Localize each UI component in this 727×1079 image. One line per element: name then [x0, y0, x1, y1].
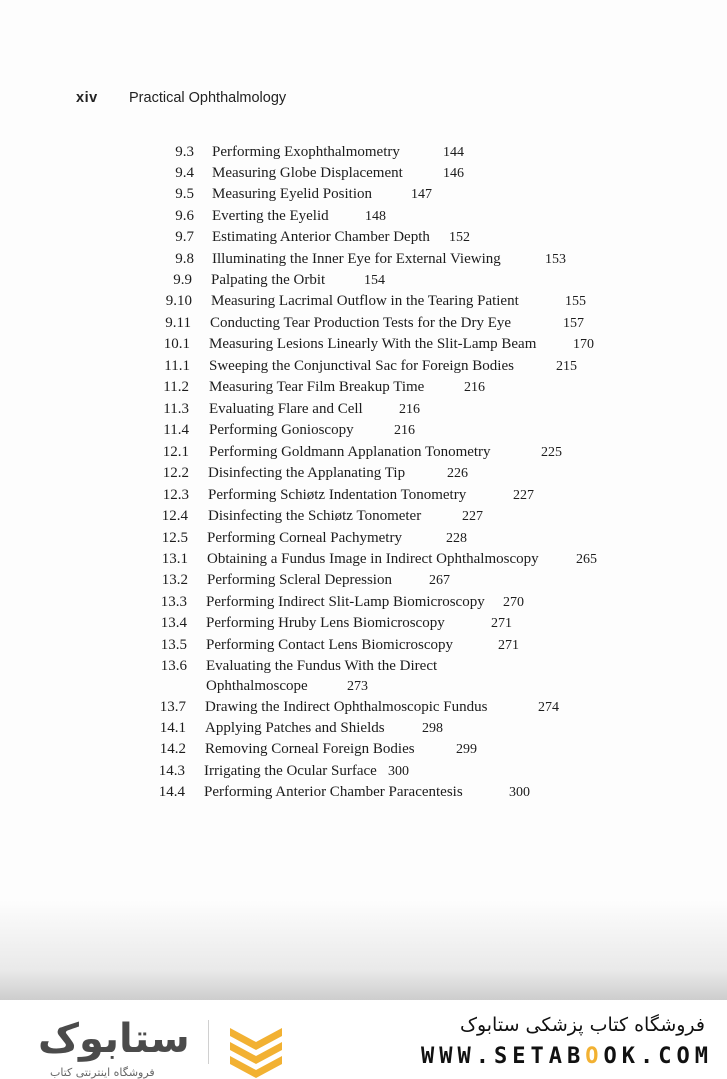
- toc-entry-number: 13.5: [160, 637, 187, 653]
- toc-entry-number: 11.2: [163, 379, 189, 395]
- book-title: Practical Ophthalmology: [129, 90, 287, 106]
- toc-entry-title: Evaluating Flare and Cell: [209, 401, 363, 417]
- toc-entry-title: Performing Hruby Lens Biomicroscopy: [206, 615, 445, 631]
- toc-entry-number: 12.4: [161, 508, 188, 524]
- toc-entry-title: Everting the Eyelid: [212, 208, 329, 224]
- toc-entry-page: 153: [545, 252, 566, 267]
- store-name: فروشگاه کتاب پزشکی ستابوک: [459, 1014, 705, 1036]
- toc-entry: [0, 593, 727, 612]
- toc-entry: [0, 378, 727, 397]
- toc-entry-number: 14.1: [159, 720, 186, 736]
- toc-entry-number: 13.4: [160, 615, 187, 631]
- toc-entry-number: 9.11: [165, 315, 191, 331]
- toc-entry-page: 298: [422, 721, 443, 736]
- toc-entry-title: Performing Scleral Depression: [207, 572, 392, 588]
- toc-entry: [0, 207, 727, 226]
- toc-entry-number: 13.7: [159, 699, 186, 715]
- toc-entry-page: 225: [541, 445, 562, 460]
- toc-entry-page: 152: [449, 230, 470, 245]
- toc-entry-page: 274: [538, 700, 559, 715]
- toc-entry-number: 11.3: [163, 401, 189, 417]
- toc-entry-number: 9.6: [175, 208, 194, 224]
- toc-entry-title: Removing Corneal Foreign Bodies: [205, 741, 415, 757]
- toc-entry-page: 170: [573, 337, 594, 352]
- toc-entry-title: Performing Goldmann Applanation Tonometry: [209, 444, 491, 460]
- toc-entry-title: Illuminating the Inner Eye for External Viewing: [212, 251, 501, 267]
- toc-entry-number: 9.7: [175, 229, 194, 245]
- toc-entry-page: 215: [556, 359, 577, 374]
- toc-entry-page: 146: [443, 166, 464, 181]
- toc-entry-page: 228: [446, 531, 467, 546]
- toc-entry-page: 271: [491, 616, 512, 631]
- toc-entry-page: 216: [394, 423, 415, 438]
- store-banner: [0, 1000, 727, 1079]
- toc-entry-number: 11.4: [163, 422, 189, 438]
- toc-entry-title: Obtaining a Fundus Image in Indirect Ophthalmoscopy: [207, 551, 539, 567]
- toc-entry-title: Measuring Globe Displacement: [212, 165, 403, 181]
- toc-entry-title-line2: Ophthalmoscope: [206, 678, 308, 694]
- toc-entry-page: 155: [565, 294, 586, 309]
- toc-entry-page: 226: [447, 466, 468, 481]
- toc-entry-page: 227: [513, 488, 534, 503]
- toc-entry: [0, 400, 727, 419]
- toc-entry-number: 9.9: [173, 272, 192, 288]
- page-edge-shadow: [0, 900, 727, 1000]
- toc-entry-number: 9.8: [175, 251, 194, 267]
- toc-entry: [0, 250, 727, 269]
- toc-entry-page: 267: [429, 573, 450, 588]
- toc-entry: [0, 271, 727, 290]
- toc-entry-title: Irrigating the Ocular Surface: [204, 763, 377, 779]
- toc-entry: [0, 529, 727, 548]
- toc-entry-title: Performing Indirect Slit-Lamp Biomicroscopy: [206, 594, 485, 610]
- toc-entry-number: 13.2: [161, 572, 188, 588]
- toc-entry-number: 9.4: [175, 165, 194, 181]
- toc-entry: [0, 571, 727, 590]
- toc-entry: [0, 783, 727, 802]
- toc-entry-title: Performing Corneal Pachymetry: [207, 530, 402, 546]
- toc-entry-page: 148: [365, 209, 386, 224]
- url-part-2: OK.COM: [603, 1044, 713, 1069]
- toc-entry-title: Measuring Eyelid Position: [212, 186, 372, 202]
- toc-entry-page: 265: [576, 552, 597, 567]
- toc-entry: [0, 314, 727, 333]
- toc-entry: [0, 228, 727, 247]
- toc-entry: [0, 740, 727, 759]
- logo-wordmark: ستابوک: [38, 1016, 190, 1062]
- toc-entry: [0, 421, 727, 440]
- toc-entry-title: Palpating the Orbit: [211, 272, 326, 288]
- toc-entry-page: 300: [509, 785, 530, 800]
- toc-entry-number: 13.6: [160, 658, 187, 674]
- toc-entry-number: 14.2: [159, 741, 186, 757]
- toc-entry-page: 227: [462, 509, 483, 524]
- toc-entry: [0, 185, 727, 204]
- toc-entry: [0, 614, 727, 633]
- toc-entry: [0, 507, 727, 526]
- toc-entry: [0, 143, 727, 162]
- url-part-1: WWW.SETAB: [421, 1044, 586, 1069]
- toc-entry-title: Applying Patches and Shields: [205, 720, 385, 736]
- toc-entry-page: 154: [364, 273, 385, 288]
- toc-entry-page: 300: [388, 764, 409, 779]
- toc-entry: [0, 486, 727, 505]
- toc-entry-title: Performing Gonioscopy: [209, 422, 354, 438]
- toc-entry-title: Disinfecting the Applanating Tip: [208, 465, 406, 481]
- logo-subtitle: فروشگاه اینترنتی کتاب: [50, 1066, 155, 1079]
- toc-entry-title: Disinfecting the Schiøtz Tonometer: [208, 508, 422, 524]
- toc-entry: [0, 636, 727, 655]
- toc-entry-number: 9.3: [175, 144, 194, 160]
- toc-entry: [0, 292, 727, 311]
- toc-entry-page: 216: [399, 402, 420, 417]
- toc-entry-number: 14.4: [158, 784, 185, 800]
- toc-entry: [0, 550, 727, 569]
- toc-entry-title: Estimating Anterior Chamber Depth: [212, 229, 430, 245]
- toc-entry-number: 12.5: [161, 530, 188, 546]
- toc-entry-title: Performing Anterior Chamber Paracentesis: [204, 784, 463, 800]
- toc-entry-page: 271: [498, 638, 519, 653]
- toc-entry-number: 12.2: [162, 465, 189, 481]
- chevron-logo-icon: [226, 1022, 286, 1078]
- toc-entry-number: 12.3: [162, 487, 189, 503]
- setabook-logo[interactable]: [30, 1012, 280, 1079]
- toc-entry: [0, 335, 727, 354]
- toc-entry-title: Evaluating the Fundus With the Direct: [206, 658, 438, 674]
- toc-entry-page: 270: [503, 595, 524, 610]
- toc-entry: [0, 762, 727, 781]
- toc-entry-number: 13.3: [160, 594, 187, 610]
- toc-entry: [0, 698, 727, 717]
- store-url-link[interactable]: [421, 1044, 713, 1069]
- toc-entry-page: 147: [411, 187, 432, 202]
- page-number: xiv: [76, 90, 98, 106]
- toc-entry: [0, 164, 727, 183]
- toc-entry-number: 14.3: [158, 763, 185, 779]
- toc-entry-title: Drawing the Indirect Ophthalmoscopic Fundus: [205, 699, 488, 715]
- toc-entry-title: Conducting Tear Production Tests for the Dry Eye: [210, 315, 512, 331]
- toc-entry-number: 12.1: [162, 444, 189, 460]
- toc-entry-number: 9.5: [175, 186, 194, 202]
- toc-entry: [0, 357, 727, 376]
- toc-entry-number: 11.1: [164, 358, 190, 374]
- toc-entry-page: 216: [464, 380, 485, 395]
- toc-entry: [0, 464, 727, 483]
- toc-entry-title: Measuring Lesions Linearly With the Slit-Lamp Beam: [209, 336, 537, 352]
- toc-entry-number: 10.1: [163, 336, 190, 352]
- banner-divider: [208, 1020, 209, 1064]
- toc-entry-title: Performing Contact Lens Biomicroscopy: [206, 637, 454, 653]
- toc-entry-page: 157: [563, 316, 584, 331]
- url-accent-letter: O: [585, 1044, 604, 1069]
- toc-entry-page: 273: [347, 679, 368, 694]
- toc-entry-number: 9.10: [165, 293, 192, 309]
- toc-entry-title: Performing Exophthalmometry: [212, 144, 400, 160]
- toc-entry: [0, 719, 727, 738]
- toc-entry-page: 144: [443, 145, 464, 160]
- toc-entry-title: Measuring Tear Film Breakup Time: [209, 379, 425, 395]
- toc-entry: [0, 443, 727, 462]
- toc-entry-title: Performing Schiøtz Indentation Tonometry: [208, 487, 467, 503]
- toc-entry: [0, 657, 727, 697]
- toc-entry-title: Measuring Lacrimal Outflow in the Tearing Patient: [211, 293, 519, 309]
- toc-entry-title: Sweeping the Conjunctival Sac for Foreign Bodies: [209, 358, 514, 374]
- toc-entry-number: 13.1: [161, 551, 188, 567]
- toc-entry-page: 299: [456, 742, 477, 757]
